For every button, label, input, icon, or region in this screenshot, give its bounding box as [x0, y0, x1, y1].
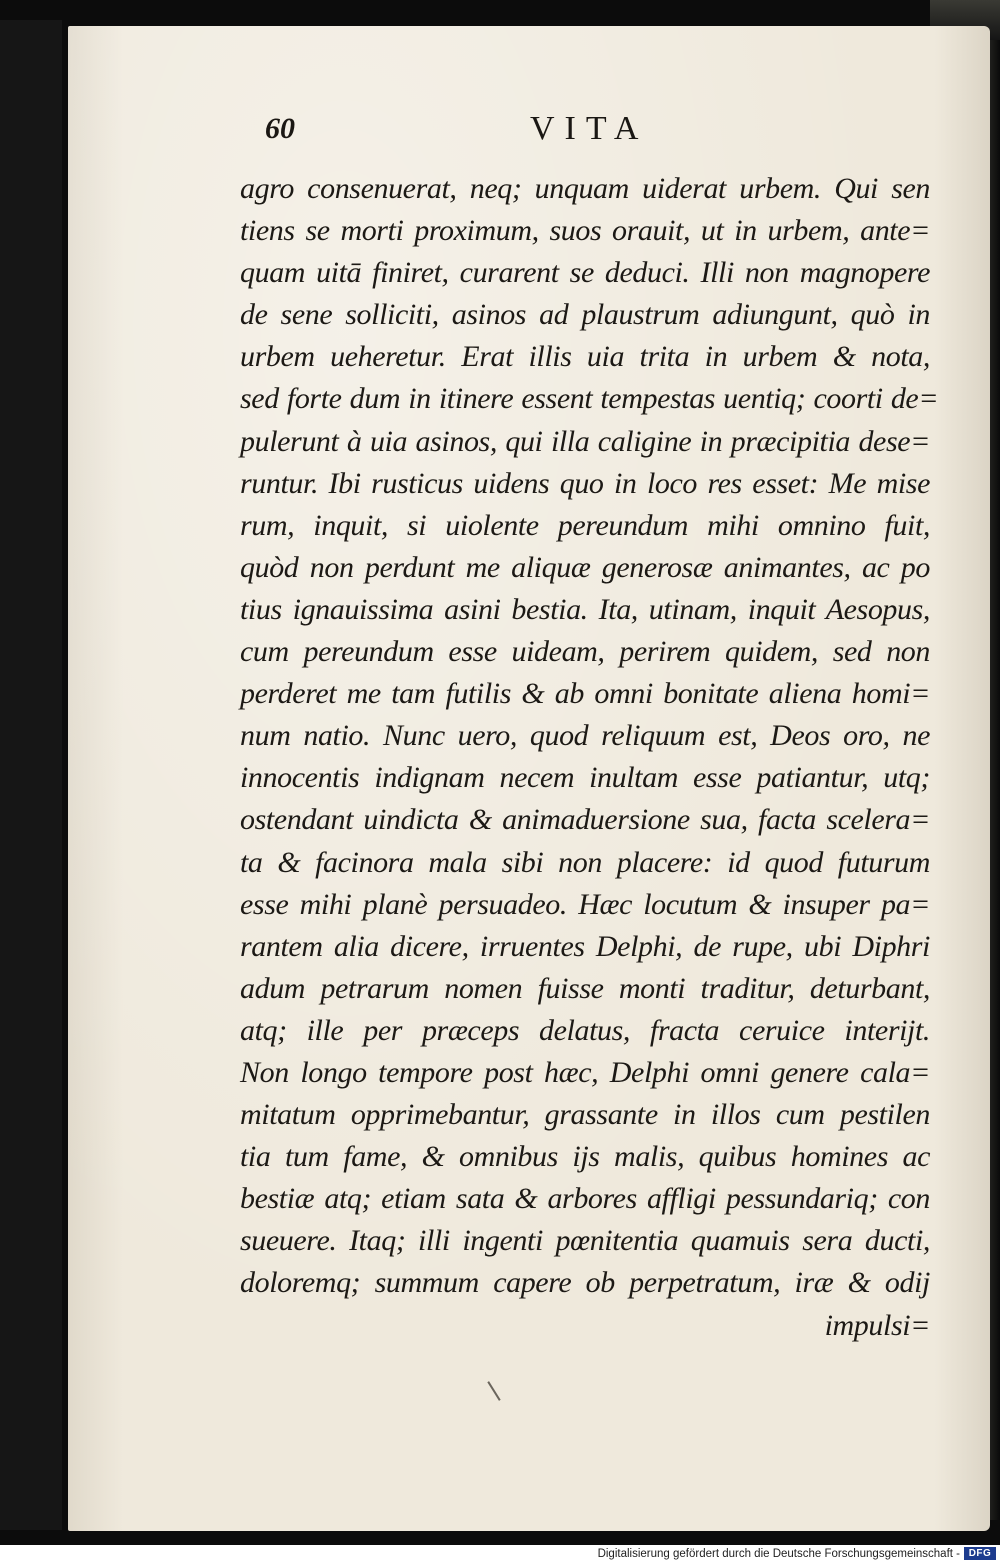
text-line: runtur. Ibi rusticus uidens quo in loco res esset: Me mise — [240, 466, 930, 500]
text-line: tiens se morti proximum, suos orauit, ut in urbem, ante= — [240, 214, 930, 248]
text-line: mitatum opprimebantur, grassante in illos cum pestilen — [240, 1098, 930, 1132]
left-binding-edge — [0, 20, 62, 1530]
text-line: rantem alia dicere, irruentes Delphi, de rupe, ubi Diphri — [240, 929, 930, 963]
text-line: num natio. Nunc uero, quod reliquum est, Deos oro, ne — [240, 719, 930, 753]
text-line: tia tum fame, & omnibus ijs malis, quibus homines ac — [240, 1140, 930, 1174]
funding-credit: Digitalisierung gefördert durch die Deutsche Forschungsgemeinschaft - — [597, 1548, 960, 1560]
text-line: agro consenuerat, neq; unquam uiderat urbem. Qui sen — [240, 172, 930, 205]
text-line: Non longo tempore post hæc, Delphi omni genere cala= — [240, 1055, 930, 1089]
text-line: innocentis indignam necem inultam esse patiantur, utq; — [240, 761, 930, 795]
text-line: quòd non perdunt me aliquæ generosæ animantes, ac po — [240, 550, 930, 584]
text-line: perderet me tam futilis & ab omni bonitate aliena homi= — [240, 677, 930, 711]
text-line: rum, inquit, si uiolente pereundum mihi omnino fuit, — [240, 508, 930, 542]
footer-bar — [0, 1545, 1000, 1563]
text-line: sueuere. Itaq; illi ingenti pœnitentia quamuis sera ducti, — [240, 1224, 930, 1258]
body-text — [240, 168, 939, 1347]
text-line: atq; ille per præceps delatus, fracta ceruice interijt. — [240, 1013, 930, 1047]
text-line: esse mihi planè persuadeo. Hæc locutum & insuper pa= — [240, 887, 930, 921]
text-line: ostendant uindicta & animaduersione sua, facta scelera= — [240, 803, 930, 837]
page-number: 60 — [265, 112, 295, 145]
dfg-logo: DFG — [964, 1547, 996, 1560]
text-line: doloremq; summum capere ob perpetratum, iræ & odij — [240, 1266, 930, 1300]
book-page — [68, 26, 990, 1531]
text-line: urbem ueheretur. Erat illis uia trita in urbem & nota, — [240, 340, 930, 374]
text-line: pulerunt à uia asinos, qui illa caligine in præcipitia dese= — [240, 424, 930, 458]
text-line: sed forte dum in itinere essent tempestas uentiq; coorti de= — [240, 382, 939, 416]
catchword: impulsi= — [824, 1308, 930, 1342]
text-line: quam uitā finiret, curarent se deduci. Illi non magnopere — [240, 256, 930, 290]
text-line: adum petrarum nomen fuisse monti traditur, deturbant, — [240, 971, 930, 1005]
text-line: ta & facinora mala sibi non placere: id quod futurum — [240, 845, 930, 879]
text-line: bestiæ atq; etiam sata & arbores affligi pessundariq; con — [240, 1182, 930, 1216]
running-title: VITA — [530, 110, 649, 147]
text-line: cum pereundum esse uideam, perirem quidem, sed non — [240, 635, 930, 669]
text-line: de sene solliciti, asinos ad plaustrum adiungunt, quò in — [240, 298, 930, 332]
text-line: tius ignauissima asini bestia. Ita, utinam, inquit Aesopus, — [240, 592, 930, 626]
stray-pen-mark — [487, 1381, 500, 1401]
